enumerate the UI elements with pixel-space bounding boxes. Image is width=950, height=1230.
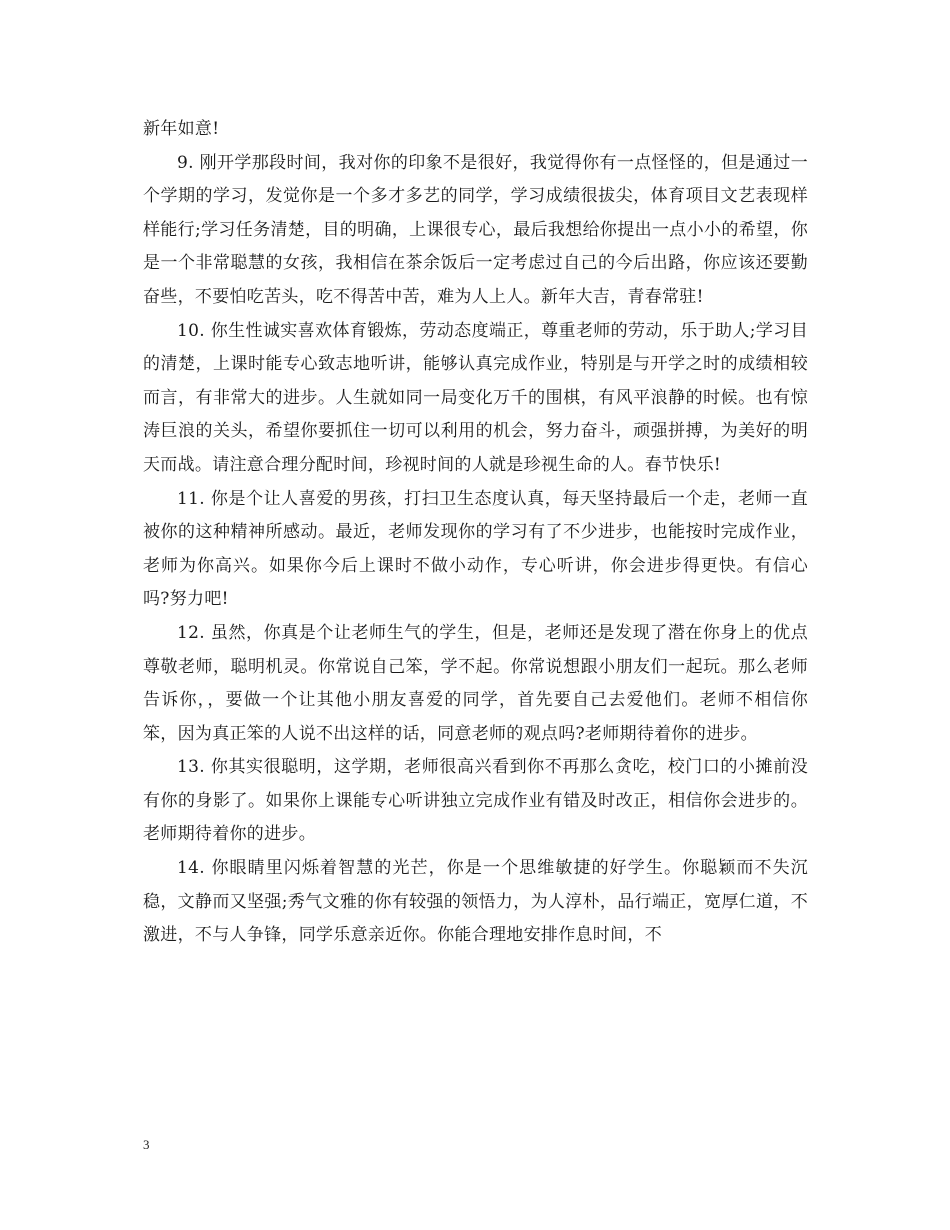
paragraph-greeting: 新年如意! xyxy=(143,119,220,139)
paragraph-13: 13. 你其实很聪明，这学期，老师很高兴看到你不再那么贪吃，校门口的小摊前没有你的身影了。如果你上课能专心听讲独立完成作业有错及时改正，相信你会进步的。老师期待着你的进步。 xyxy=(143,757,808,845)
page-number: 3 xyxy=(143,1137,150,1152)
paragraph-9: 9. 刚开学那段时间，我对你的印象不是很好，我觉得你有一点怪怪的，但是通过一个学期的学习，发觉你是一个多才多艺的同学，学习成绩很拔尖，体育项目文艺表现样样能行;学习任务清楚，目的明确，上课很专心，最后我想给你提出一点小小的希望，你是一个非常聪慧的女孩，我相信在茶余饭后一定考虑过自己的今后出路，你应该还要勤奋些，不要怕吃苦头，吃不得苦中苦，难为人上人。新年大吉，青春常驻! xyxy=(143,152,808,307)
paragraph-14: 14. 你眼睛里闪烁着智慧的光芒，你是一个思维敏捷的好学生。你聪颖而不失沉稳，文静而又坚强;秀气文雅的你有较强的领悟力，为人淳朴，品行端正，宽厚仁道，不激进，不与人争锋，同学乐意亲近你。你能合理地安排作息时间，不 xyxy=(143,858,808,946)
document-body xyxy=(143,113,808,953)
paragraph-10: 10. 你生性诚实喜欢体育锻炼，劳动态度端正，尊重老师的劳动，乐于助人;学习目的清楚，上课时能专心致志地听讲，能够认真完成作业，特别是与开学之时的成绩相较而言，有非常大的进步。人生就如同一局变化万千的围棋，有风平浪静的时候。也有惊涛巨浪的关头，希望你要抓住一切可以利用的机会，努力奋斗，顽强拼搏，为美好的明天而战。请注意合理分配时间，珍视时间的人就是珍视生命的人。春节快乐! xyxy=(143,320,808,475)
paragraph-11: 11. 你是个让人喜爱的男孩，打扫卫生态度认真，每天坚持最后一个走，老师一直被你的这种精神所感动。最近，老师发现你的学习有了不少进步，也能按时完成作业，老师为你高兴。如果你今后上课时不做小动作，专心听讲，你会进步得更快。有信心吗?努力吧! xyxy=(143,488,808,610)
paragraph-12: 12. 虽然，你真是个让老师生气的学生，但是，老师还是发现了潜在你身上的优点尊敬老师，聪明机灵。你常说自己笨，学不起。你常说想跟小朋友们一起玩。那么老师告诉你，，要做一个让其他小朋友喜爱的同学，首先要自己去爱他们。老师不相信你笨，因为真正笨的人说不出这样的话，同意老师的观点吗?老师期待着你的进步。 xyxy=(143,622,808,744)
